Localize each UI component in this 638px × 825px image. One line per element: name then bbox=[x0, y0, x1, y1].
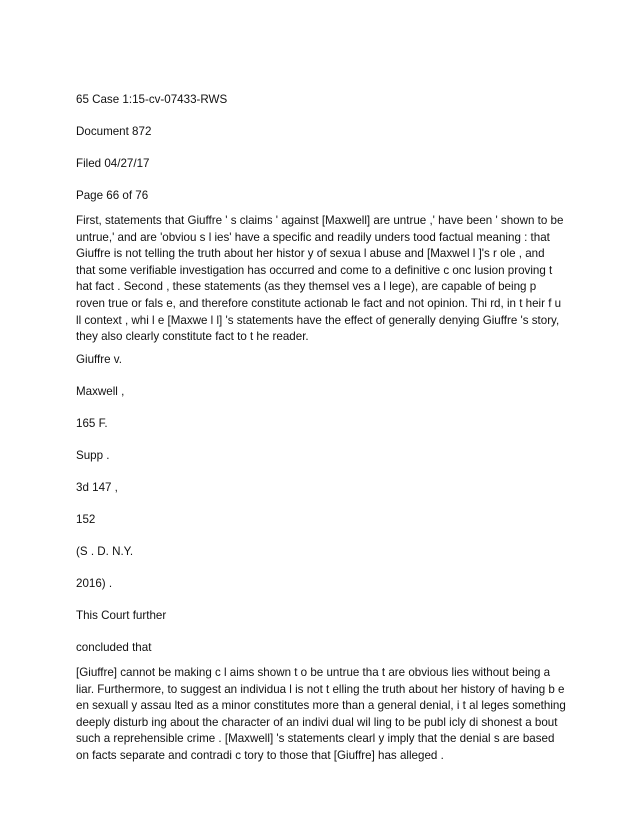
paragraph-statements: First, statements that Giuffre ' s claims ' against [Maxwell] are untrue ,' have been ' shown to be untrue,' and are 'obviou s l ies' have a specific and readily unders tood factual meaning : that Giuffre is not telling the truth about her histor y of sexua l abuse and [Maxwel l ]'s r ole , and that some verifiable investigation has occurred and come to a definitive c onc lusion proving t hat fact . Second , these statements (as they themsel ves a l lege), are capable of being p roven true or fals e, and therefore constitute actionab le fact and not opinion. Thi rd, in t heir f u ll context , whi l e [Maxwe l l] 's statements have the effect of generally denying Giuffre 's story, they also clearly constitute fact to t he reader. bbox=[76, 214, 564, 344]
citation-series-page: 3d 147 , bbox=[76, 481, 118, 494]
transition-text-1: This Court further bbox=[76, 609, 167, 622]
filed-date: Filed 04/27/17 bbox=[76, 157, 150, 170]
citation-year: 2016) . bbox=[76, 577, 113, 590]
case-header-line: 65 Case 1:15-cv-07433-RWS bbox=[76, 93, 228, 106]
citation-volume: 165 F. bbox=[76, 417, 108, 430]
document-number: Document 872 bbox=[76, 125, 152, 138]
citation-reporter: Supp . bbox=[76, 449, 110, 462]
paragraph-quoted-conclusion: [Giuffre] cannot be making c l aims shown t o be untrue tha t are obvious lies without being a liar. Furthermore, to suggest an individua l is not t elling the truth about her history of having b e en sexuall y assau lted as a minor constitutes more than a general denial, i t al leges something deeply disturb ing about the character of an indivi dual wil ling to be publ icly di shonest a bout such a reprehensible crime . [Maxwell] 's statements clearl y imply that the denial s are based on facts separate and contradi c tory to those that [Giuffre] has alleged . bbox=[76, 666, 566, 762]
page-number: Page 66 of 76 bbox=[76, 189, 149, 202]
citation-court: (S . D. N.Y. bbox=[76, 545, 134, 558]
citation-case-part-2: Maxwell , bbox=[76, 385, 125, 398]
transition-text-2: concluded that bbox=[76, 641, 152, 654]
citation-pinpoint: 152 bbox=[76, 513, 96, 526]
citation-case-part-1: Giuffre v. bbox=[76, 353, 122, 366]
